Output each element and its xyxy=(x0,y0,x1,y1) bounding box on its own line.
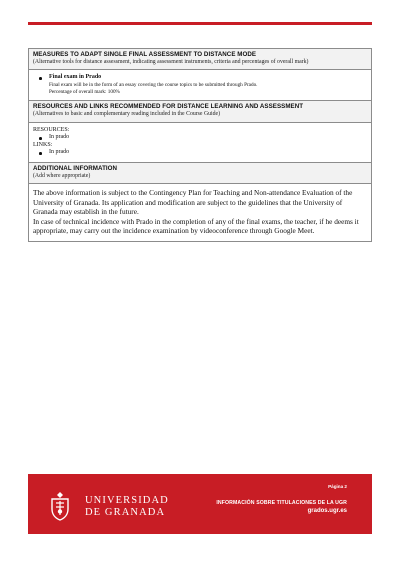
assessment-section-subtitle: (Alternative tools for distance assessment, indicating assessment instruments, criteria and percentages of overall mark) xyxy=(33,59,309,65)
contingency-paragraph: The above information is subject to the Contingency Plan for Teaching and Non-attendance Evaluation of the University of Granada. Its application and modification are subject to the guidelines that the University of Granada may establish in the future. xyxy=(33,188,353,217)
additional-section-header xyxy=(29,163,371,184)
assessment-section-title: MEASURES TO ADAPT SINGLE FINAL ASSESSMENT TO DISTANCE MODE xyxy=(33,51,257,58)
final-exam-description: Final exam will be in the form of an essay covering the course topics to be submitted through Prado. xyxy=(49,82,258,88)
resources-section-content xyxy=(29,123,371,162)
additional-section-subtitle: (Add where appropriate) xyxy=(33,172,91,179)
university-name-line1: UNIVERSIDAD xyxy=(85,495,169,506)
additional-section-content xyxy=(29,184,371,241)
assessment-section xyxy=(29,49,371,101)
university-crest-icon xyxy=(47,490,73,522)
header-red-rule xyxy=(28,22,372,25)
incidence-paragraph: In case of technical incidence with Prado in the completion of any of the final exams, the teacher, if he deems it appropriate, may carry out the incidence examination by videoconference through Google Meet. xyxy=(33,216,359,235)
course-guide-table xyxy=(28,48,372,242)
links-item: In prado xyxy=(49,149,70,156)
degrees-info-label: INFORMACIÓN SOBRE TITULACIONES DE LA UGR xyxy=(216,500,347,506)
final-exam-title: Final exam in Prado xyxy=(49,74,102,81)
resources-item: In prado xyxy=(49,134,70,141)
list-item xyxy=(33,149,367,157)
list-item xyxy=(33,74,367,95)
final-exam-weight: Percentage of overall mark: 100% xyxy=(49,88,120,95)
links-label: LINKS: xyxy=(33,141,53,148)
page-footer xyxy=(28,474,372,534)
assessment-section-content xyxy=(29,70,371,100)
university-name-line2: DE GRANADA xyxy=(85,507,166,518)
additional-section-title: ADDITIONAL INFORMATION xyxy=(33,164,118,172)
resources-section xyxy=(29,101,371,163)
list-item xyxy=(33,134,367,142)
resources-section-subtitle: (Alternatives to basic and complementary reading included in the Course Guide) xyxy=(33,111,221,118)
resources-section-header xyxy=(29,101,371,122)
additional-section xyxy=(29,163,371,241)
degrees-website-link[interactable]: grados.ugr.es xyxy=(307,508,347,514)
page-number: Página 2 xyxy=(328,484,347,489)
resources-label: RESOURCES: xyxy=(33,126,70,133)
assessment-section-header xyxy=(29,49,371,70)
resources-section-title: RESOURCES AND LINKS RECOMMENDED FOR DISTANCE LEARNING AND ASSESSMENT xyxy=(33,103,304,111)
